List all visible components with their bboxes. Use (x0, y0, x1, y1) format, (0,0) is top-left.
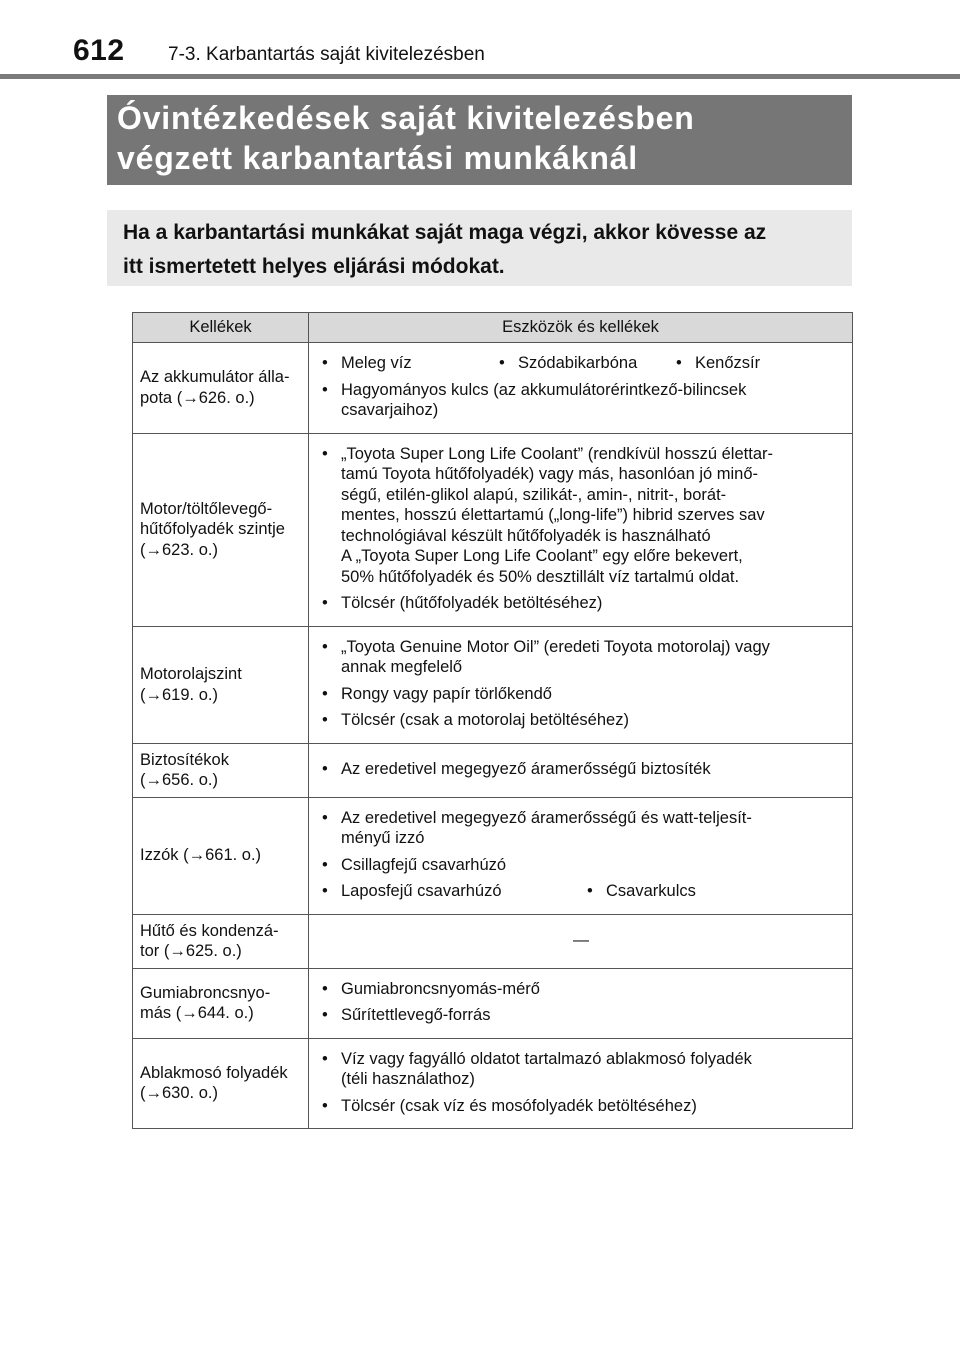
bullet-text: • Tölcsér (csak a motorolaj betöltéséhez) (341, 711, 629, 729)
bullet-text: tamú Toyota hűtőfolyadék) vagy más, hasonlóan jó minő- (341, 465, 759, 483)
item-cell (133, 914, 309, 968)
bullet-item: • Laposfejű csavarhúzó (316, 881, 581, 902)
column-header-items: Kellékek (133, 313, 309, 343)
item-cell (133, 797, 309, 914)
item-text: Gumiabroncsnyo- (140, 983, 271, 1002)
bullet-text: • Tölcsér (csak víz és mosófolyadék betöltéséhez) (341, 1096, 697, 1115)
bullet-item: • Szódabikarbóna (493, 353, 670, 374)
tools-cell (309, 433, 853, 626)
bullet-list (316, 979, 846, 1026)
bullet-item (316, 637, 846, 678)
item-text: Motor/töltőlevegő- (140, 499, 273, 518)
page-title-line-2: végzett karbantartási munkáknál (117, 140, 638, 176)
bullet-text: mentes, hosszú élettartamú („long-life”) hibrid szerves sav (341, 506, 765, 524)
bullet-list (316, 759, 846, 780)
bullet-item (316, 684, 846, 705)
intro-line-1: Ha a karbantartási munkákat saját maga végzi, akkor kövesse az (123, 221, 767, 244)
item-text: Ablakmosó folyadék (140, 1063, 288, 1082)
bullet-text: • Az eredetivel megegyező áramerősségű és watt-teljesít- (341, 808, 752, 827)
page-number: 612 (73, 34, 125, 67)
bullet-text: • Víz vagy fagyálló oldatot tartalmazó ablakmosó folyadék (341, 1049, 752, 1068)
bullet-text: • Az eredetivel megegyező áramerősségű biztosíték (341, 759, 711, 778)
bullet-list (316, 444, 846, 614)
empty-dash: — (573, 932, 589, 949)
bullet-list (316, 1049, 846, 1117)
item-cell (133, 1038, 309, 1129)
bullet-list (316, 637, 846, 731)
tools-cell (309, 797, 853, 914)
section-title: 7-3. Karbantartás saját kivitelezésben (168, 44, 485, 65)
table-row (133, 626, 853, 743)
intro-line-2: itt ismertetett helyes eljárási módokat. (123, 255, 505, 278)
item-text: Motorolajszint (140, 665, 242, 683)
bullet-row (316, 353, 846, 374)
bullet-item (316, 759, 846, 780)
item-text: Hűtő és kondenzá- (140, 921, 279, 940)
bullet-text: • Sűrítettlevegő-forrás (341, 1006, 491, 1024)
page-title-banner (107, 95, 852, 185)
tools-cell (309, 914, 853, 968)
bullet-text: (téli használathoz) (341, 1070, 475, 1088)
bullet-text: 50% hűtőfolyadék és 50% desztillált víz tartalmú oldat. (341, 567, 740, 586)
bullet-item (316, 593, 846, 614)
bullet-text: A „Toyota Super Long Life Coolant” egy előre bekevert, (341, 547, 743, 565)
bullet-text: ségű, etilén-glikol alapú, szilikát-, amin-, nitrit-, borát- (341, 485, 727, 504)
item-text: Izzók (→661. o.) (140, 846, 262, 865)
header-divider (0, 74, 960, 79)
bullet-text: csavarjaihoz) (341, 401, 439, 419)
bullet-item (316, 808, 846, 849)
table-row (133, 914, 853, 968)
tools-cell (309, 743, 853, 797)
bullet-list (316, 380, 846, 421)
tools-cell (309, 1038, 853, 1129)
bullet-text: • Csillagfejű csavarhúzó (341, 855, 507, 874)
item-text: (→630. o.) (140, 1084, 218, 1103)
item-text: (→623. o.) (140, 540, 218, 559)
bullet-item: • Csavarkulcs (581, 881, 696, 902)
item-cell (133, 743, 309, 797)
bullet-item (316, 444, 846, 588)
bullet-text: ményű izzó (341, 829, 425, 847)
bullet-item (316, 710, 846, 731)
tools-cell (309, 626, 853, 743)
item-text: tor (→625. o.) (140, 942, 242, 960)
intro-box (107, 210, 852, 286)
table-row (133, 1038, 853, 1129)
item-cell (133, 968, 309, 1038)
bullet-text: technológiával készült hűtőfolyadék is használható (341, 526, 711, 545)
tools-cell (309, 968, 853, 1038)
bullet-text: • Tölcsér (hűtőfolyadék betöltéséhez) (341, 594, 603, 612)
bullet-item (316, 1049, 846, 1090)
bullet-item (316, 380, 846, 421)
table-row (133, 343, 853, 434)
bullet-text: • „Toyota Super Long Life Coolant” (rendkívül hosszú élettar- (341, 444, 773, 463)
table-header-row (133, 313, 853, 343)
item-cell (133, 433, 309, 626)
bullet-text: • Hagyományos kulcs (az akkumulátorérintkező-bilincsek (341, 380, 747, 399)
bullet-item: • Kenőzsír (670, 353, 760, 374)
table-row (133, 433, 853, 626)
table-row (133, 797, 853, 914)
bullet-text: annak megfelelő (341, 658, 463, 676)
item-text: Biztosítékok (140, 750, 229, 769)
item-cell (133, 343, 309, 434)
bullet-text: • „Toyota Genuine Motor Oil” (eredeti Toyota motorolaj) vagy (341, 637, 770, 656)
tools-cell (309, 343, 853, 434)
bullet-list (316, 808, 846, 876)
item-text: más (→644. o.) (140, 1004, 254, 1022)
bullet-item (316, 855, 846, 876)
bullet-item: • Meleg víz (316, 353, 493, 374)
item-text: (→656. o.) (140, 771, 218, 789)
item-cell (133, 626, 309, 743)
tools-table (132, 312, 853, 1129)
item-text: Az akkumulátor álla- (140, 368, 290, 387)
column-header-tools: Eszközök és kellékek (309, 313, 853, 343)
item-text: hűtőfolyadék szintje (140, 520, 285, 539)
item-text: (→619. o.) (140, 685, 218, 704)
table-row (133, 968, 853, 1038)
bullet-row (316, 881, 846, 902)
item-text: pota (→626. o.) (140, 388, 255, 407)
bullet-text: • Rongy vagy papír törlőkendő (341, 684, 552, 703)
bullet-item (316, 979, 846, 1000)
table-row (133, 743, 853, 797)
bullet-item (316, 1005, 846, 1026)
bullet-text: • Gumiabroncsnyomás-mérő (341, 979, 540, 998)
page-title-line-1: Óvintézkedések saját kivitelezésben (117, 100, 695, 136)
bullet-item (316, 1096, 846, 1117)
